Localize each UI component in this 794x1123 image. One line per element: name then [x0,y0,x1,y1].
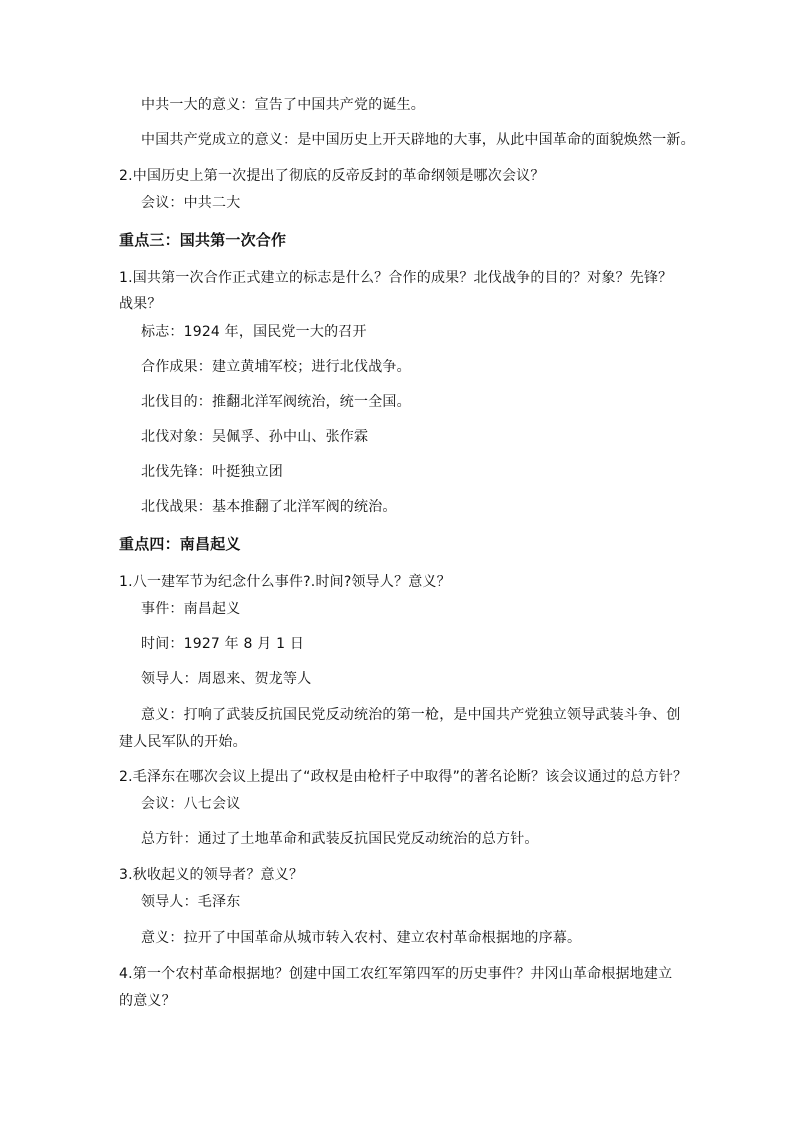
answer-line: 北伐先锋：叶挺独立团 [141,464,283,480]
answer-line: 会议：中共二大 [141,195,241,211]
question-line: 2.中国历史上第一次提出了彻底的反帝反封的革命纲领是哪次会议？ [119,168,545,184]
answer-line: 北伐对象：吴佩孚、孙中山、张作霖 [141,429,369,445]
answer-line: 领导人：周恩来、贺龙等人 [141,671,312,687]
question-line: 战果？ [119,296,162,312]
text-line: 中国共产党成立的意义：是中国历史上开天辟地的大事，从此中国革命的面貌焕然一新。 [141,132,695,148]
answer-line: 意义：打响了武装反抗国民党反动统治的第一枪，是中国共产党独立领导武装斗争、创 [141,707,681,723]
section-heading: 重点四：南昌起义 [119,535,241,553]
question-line: 4.第一个农村革命根据地？创建中国工农红军第四军的历史事件？井冈山革命根据地建立 [119,966,673,982]
section-heading: 重点三：国共第一次合作 [119,231,287,249]
answer-line: 事件：南昌起义 [141,601,241,617]
answer-line: 意义：拉开了中国革命从城市转入农村、建立农村革命根据地的序幕。 [141,930,582,946]
question-line: 1.国共第一次合作正式建立的标志是什么？合作的成果？北伐战争的目的？对象？先锋？ [119,270,673,286]
answer-line: 时间：1927 年 8 月 1 日 [141,636,305,652]
text-line: 中共一大的意义：宣告了中国共产党的诞生。 [141,97,425,113]
answer-line: 北伐战果：基本推翻了北洋军阀的统治。 [141,499,397,515]
answer-line: 北伐目的：推翻北洋军阀统治，统一全国。 [141,394,411,410]
question-line: 3.秋收起义的领导者？意义？ [119,867,304,883]
answer-line: 建人民军队的开始。 [119,734,247,750]
question-line: 的意义？ [119,993,176,1009]
answer-line: 领导人：毛泽东 [141,894,241,910]
answer-line: 会议：八七会议 [141,796,241,812]
answer-line: 总方针：通过了土地革命和武装反抗国民党反动统治的总方针。 [141,831,539,847]
question-line: 1.八一建军节为纪念什么事件?.时间?领导人？意义？ [119,574,451,590]
answer-line: 标志：1924 年，国民党一大的召开 [141,324,367,340]
question-line: 2.毛泽东在哪次会议上提出了“政权是由枪杆子中取得”的著名论断？该会议通过的总方针？ [119,769,688,785]
answer-line: 合作成果：建立黄埔军校；进行北伐战争。 [141,359,411,375]
